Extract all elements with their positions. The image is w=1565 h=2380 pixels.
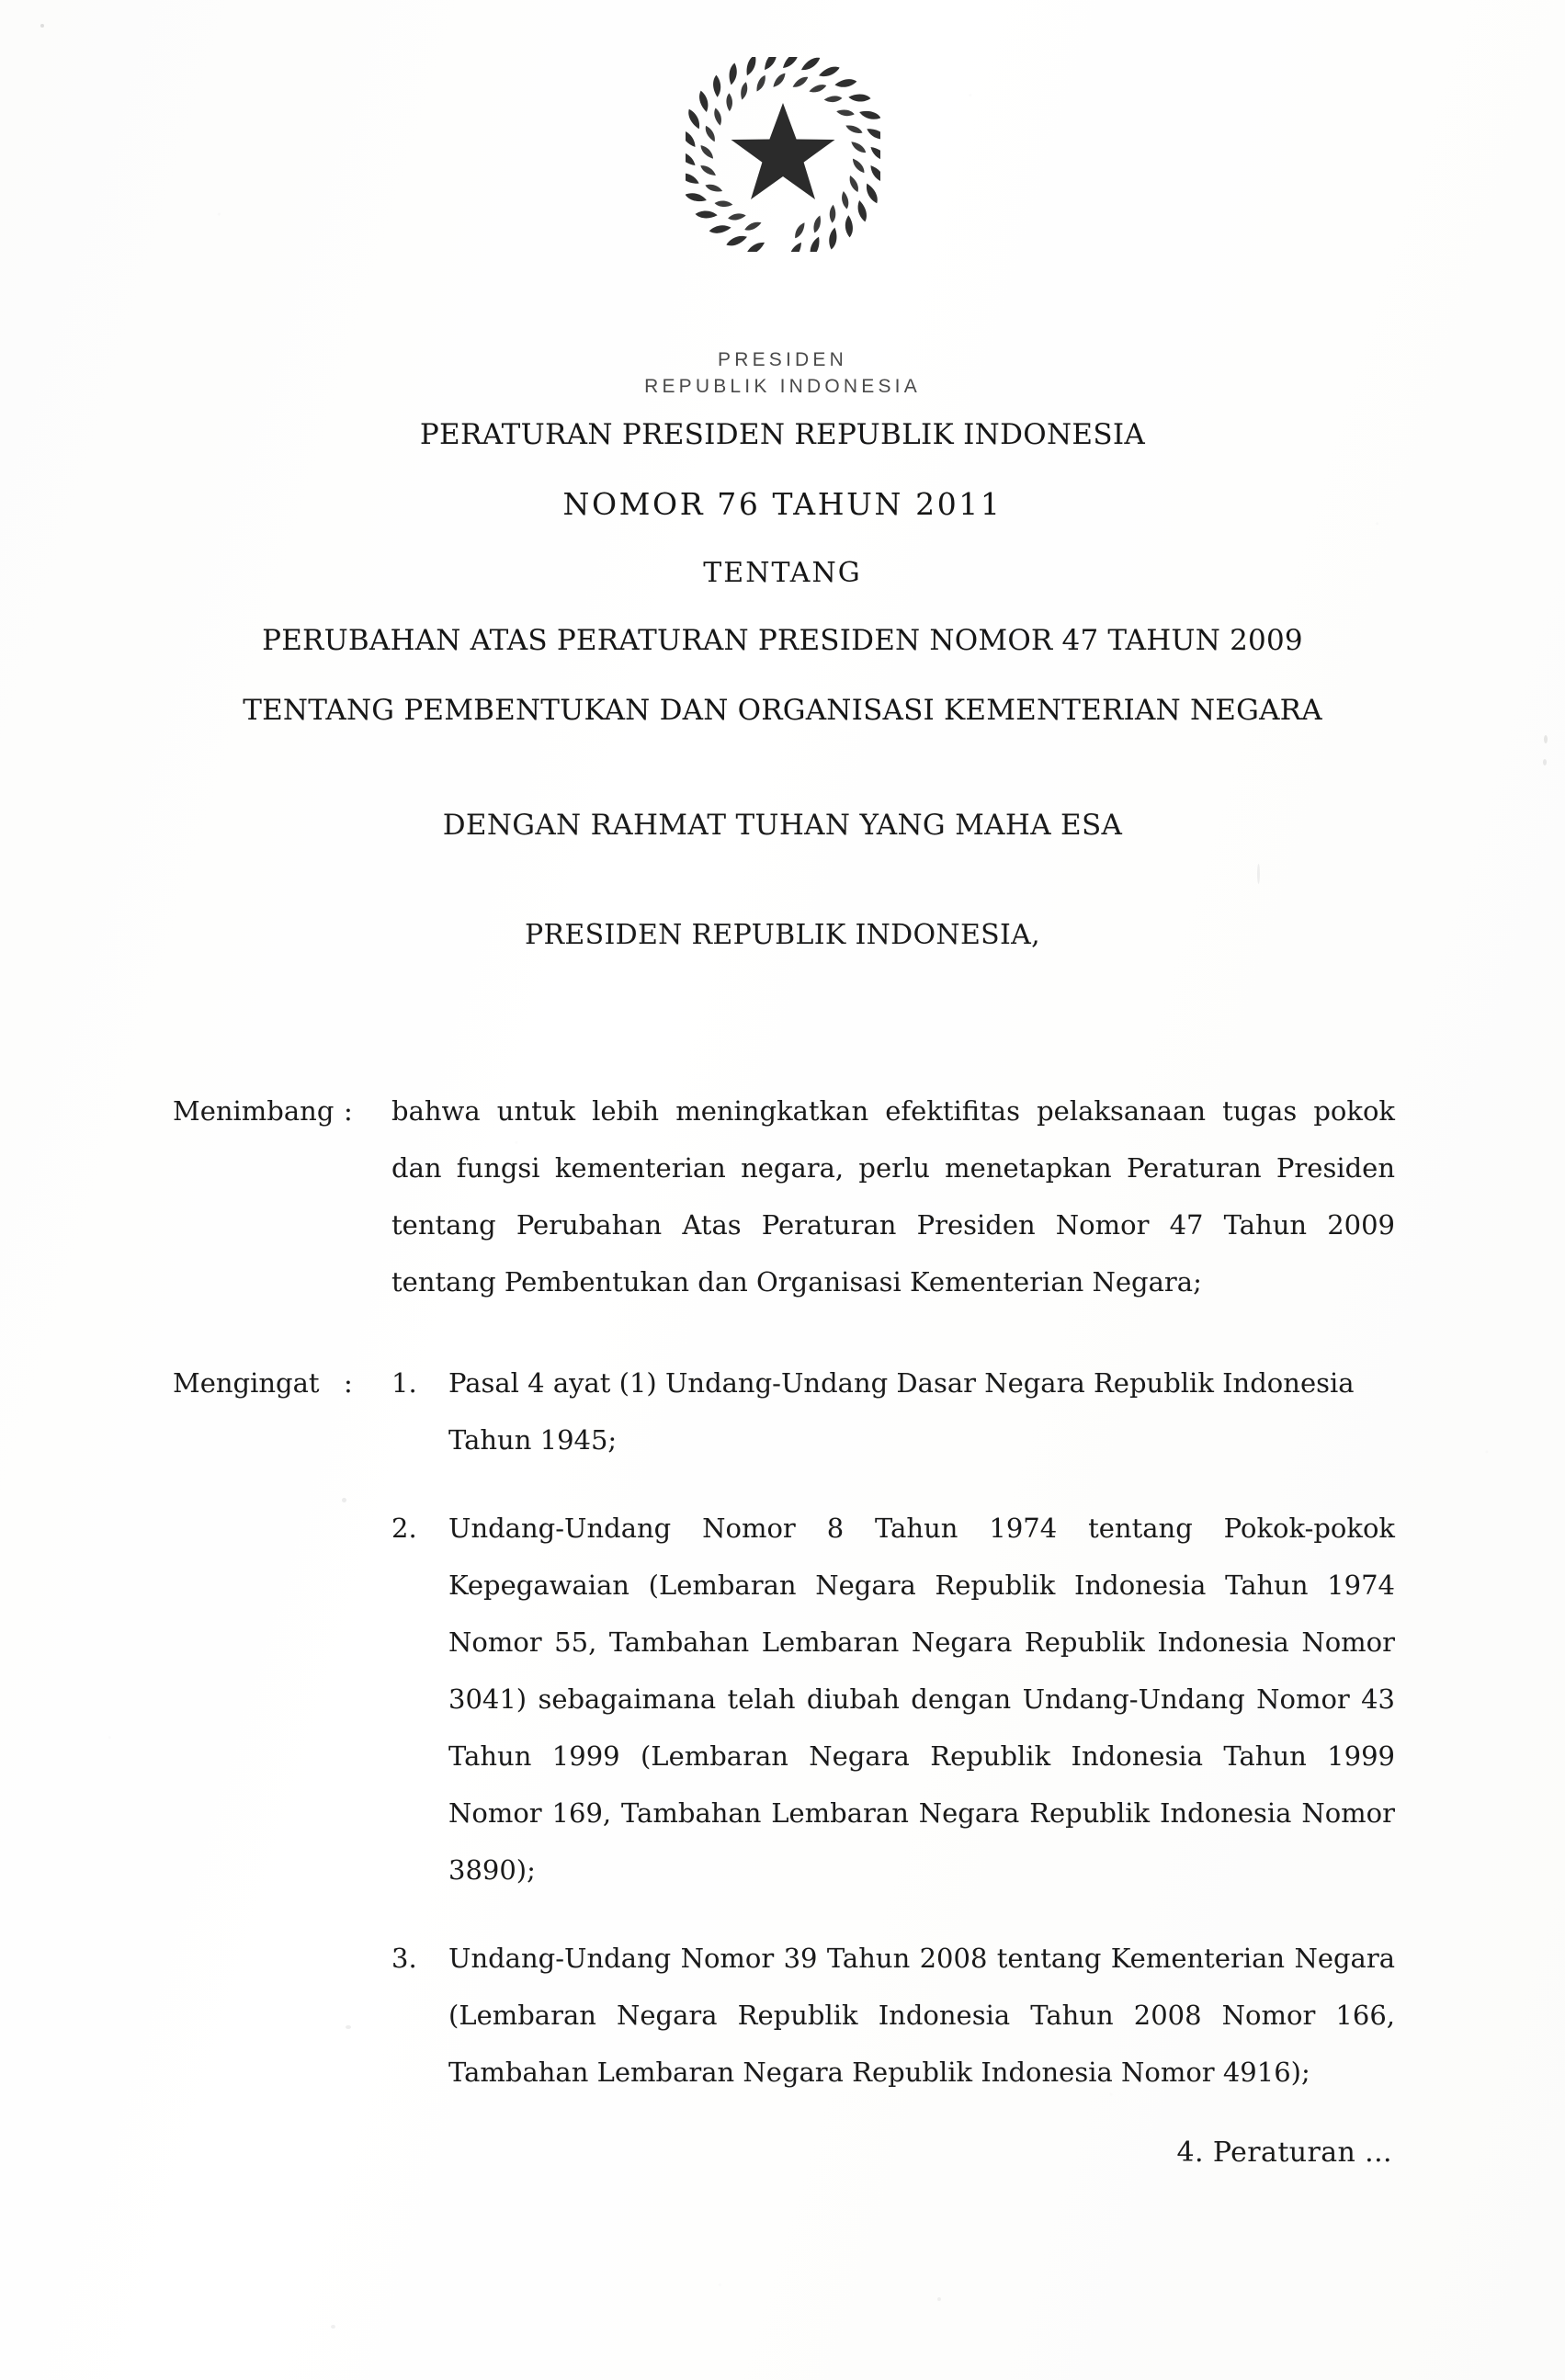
clause-mengingat	[173, 1354, 1395, 2101]
mengingat-colon: :	[344, 1367, 353, 1399]
scan-speck	[342, 1498, 346, 1502]
scan-speck	[937, 2297, 941, 2301]
regulation-number: NOMOR 76 TAHUN 2011	[562, 486, 1003, 522]
regulation-title: PERATURAN PRESIDEN REPUBLIK INDONESIA	[419, 418, 1146, 451]
list-item	[391, 1930, 1395, 2101]
masthead-line-republik-indonesia: REPUBLIK INDONESIA	[644, 376, 921, 397]
clause-menimbang	[173, 1082, 1395, 1310]
menimbang-text: bahwa untuk lebih meningkatkan efektifitas pelaksanaan tugas pokok dan fungsi kementerian negara, perlu menetapkan Peraturan Presiden tentang Perubahan Atas Peraturan Presiden Nomor 47 Tahun 2009 tentang Pembentukan dan Organisasi Kementerian Negara;	[391, 1095, 1395, 1298]
menimbang-label: Menimbang	[173, 1095, 335, 1127]
list-item	[391, 1354, 1395, 1468]
mengingat-list	[391, 1354, 1395, 2101]
mengingat-body	[391, 1354, 1395, 2101]
scan-speck	[1257, 864, 1260, 884]
list-item-text: Pasal 4 ayat (1) Undang-Undang Dasar Negara Republik Indonesia Tahun 1945;	[448, 1367, 1355, 1456]
list-item-text: Undang-Undang Nomor 39 Tahun 2008 tentang Kementerian Negara (Lembaran Negara Republik Indonesia Tahun 2008 Nomor 166, Tambahan Lembaran Negara Republik Indonesia Nomor 4916);	[448, 1943, 1395, 2088]
scan-speck	[1544, 735, 1548, 743]
masthead	[0, 347, 1565, 401]
regulation-tentang-word: TENTANG	[703, 557, 862, 589]
regulation-subject-line-2: TENTANG PEMBENTUKAN DAN ORGANISASI KEMENTERIAN NEGARA	[243, 694, 1322, 727]
list-item-text: Undang-Undang Nomor 8 Tahun 1974 tentang Pokok-pokok Kepegawaian (Lembaran Negara Republik Indonesia Tahun 1974 Nomor 55, Tambahan Lembaran Negara Republik Indonesia Nomor 3041) sebagaimana telah diubah dengan Undang-Undang Nomor 43 Tahun 1999 (Lembaran Negara Republik Indonesia Tahun 1999 Nomor 169, Tambahan Lembaran Negara Republik Indonesia Nomor 3890);	[448, 1513, 1395, 1886]
menimbang-colon: :	[344, 1095, 353, 1127]
scan-speck	[346, 2025, 351, 2029]
masthead-line-presiden: PRESIDEN	[718, 349, 847, 370]
mengingat-label: Mengingat	[173, 1367, 320, 1399]
scan-speck	[331, 2325, 335, 2329]
garuda-star-wreath-emblem	[686, 57, 880, 252]
page-catchword: 4. Peraturan ...	[1176, 2136, 1392, 2169]
document-body	[173, 1082, 1395, 2101]
list-item-marker: 2.	[391, 1513, 417, 1544]
emblem-container	[0, 57, 1565, 255]
menimbang-body	[391, 1082, 1395, 1310]
regulation-subject-line-1: PERUBAHAN ATAS PERATURAN PRESIDEN NOMOR 47 TAHUN 2009	[262, 624, 1303, 657]
list-item-marker: 1.	[391, 1367, 417, 1399]
list-item	[391, 1500, 1395, 1898]
scan-speck	[40, 24, 44, 28]
authority-line: PRESIDEN REPUBLIK INDONESIA,	[525, 919, 1040, 951]
scan-speck	[1543, 759, 1547, 765]
invocation-line: DENGAN RAHMAT TUHAN YANG MAHA ESA	[442, 809, 1123, 842]
list-item-marker: 3.	[391, 1943, 417, 1974]
title-block	[0, 418, 1565, 727]
